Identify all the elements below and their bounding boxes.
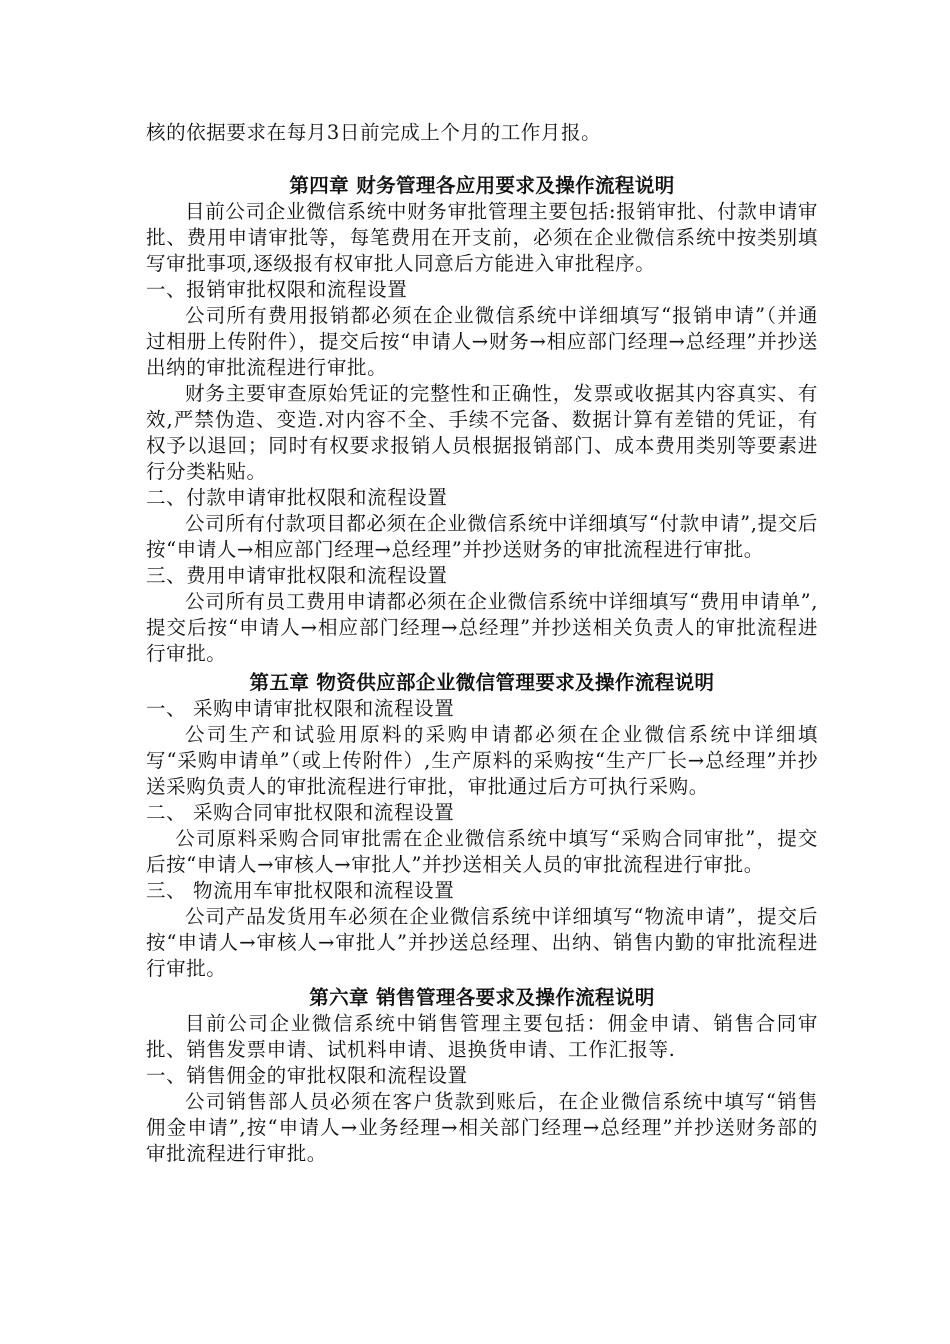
chapter-6-title: 第六章 销售管理各要求及操作流程说明: [309, 986, 655, 1009]
chapter-4-section-3-paragraph: 公司所有员工费用申请都必须在企业微信系统中详细填写“费用申请单”,提交后按“申请人→相应部门经理→总经理”并抄送相关负责人的审批流程进行审批。: [146, 590, 818, 665]
chapter-5-section-3-paragraph: 公司产品发货用车必须在企业微信系统中详细填写“物流申请”，提交后按“申请人→审核人→审批人”并抄送总经理、出纳、销售内勤的审批流程进行审批。: [146, 905, 818, 980]
chapter-6-section-1-heading: 一、销售佣金的审批权限和流程设置: [146, 1064, 468, 1087]
document-page: [146, 120, 818, 1167]
chapter-4-section-1-paragraph-2: 财务主要审查原始凭证的完整性和正确性，发票或收据其内容真实、有效,严禁伪造、变造.对内容不全、手续不完备、数据计算有差错的凭证，有权予以退回；同时有权要求报销人员根据报销部门、成本费用类别等要素进行分类粘贴。: [146, 382, 818, 483]
chapter-5-section-2-heading: 二、 采购合同审批权限和流程设置: [146, 801, 455, 824]
chapter-5-section-2-paragraph: 公司原料采购合同审批需在企业微信系统中填写“采购合同审批”，提交后按“申请人→审核人→审批人”并抄送相关人员的审批流程进行审批。: [146, 827, 818, 876]
chapter-6-section-1-paragraph: 公司销售部人员必须在客户货款到账后，在企业微信系统中填写“销售佣金申请”,按“申请人→业务经理→相关部门经理→总经理”并抄送财务部的审批流程进行审批。: [146, 1090, 818, 1165]
paragraph-intro-tail: 核的依据要求在每月3日前完成上个月的工作月报。: [146, 121, 602, 144]
chapter-6-paragraph: 目前公司企业微信系统中销售管理主要包括：佣金申请、销售合同审批、销售发票申请、试机料申请、退换货申请、工作汇报等.: [146, 1012, 818, 1061]
chapter-4-section-2-heading: 二、付款申请审批权限和流程设置: [146, 486, 448, 509]
chapter-4-section-1-paragraph-1: 公司所有费用报销都必须在企业微信系统中详细填写“报销申请”（并通过相册上传附件），提交后按“申请人→财务→相应部门经理→总经理”并抄送出纳的审批流程进行审批。: [146, 304, 818, 379]
chapter-4-section-2-paragraph: 公司所有付款项目都必须在企业微信系统中详细填写“付款申请”,提交后按“申请人→相应部门经理→总经理”并抄送财务的审批流程进行审批。: [146, 512, 818, 561]
chapter-4-paragraph: 目前公司企业微信系统中财务审批管理主要包括:报销审批、付款申请审批、费用申请审批等，每笔费用在开支前，必须在企业微信系统中按类别填写审批事项,逐级报有权审批人同意后方能进入审批程序。: [146, 200, 818, 275]
chapter-5-section-1-paragraph: 公司生产和试验用原料的采购申请都必须在企业微信系统中详细填写“采购申请单”（或上传附件）,生产原料的采购按“生产厂长→总经理”并抄送采购负责人的审批流程进行审批，审批通过后方可执行采购。: [146, 723, 818, 798]
chapter-5-title: 第五章 物资供应部企业微信管理要求及操作流程说明: [249, 671, 715, 694]
chapter-5-section-1-heading: 一、 采购申请审批权限和流程设置: [146, 697, 455, 720]
chapter-4-section-3-heading: 三、费用申请审批权限和流程设置: [146, 564, 448, 587]
chapter-5-section-3-heading: 三、 物流用车审批权限和流程设置: [146, 879, 455, 902]
chapter-4-title: 第四章 财务管理各应用要求及操作流程说明: [289, 174, 675, 197]
chapter-4-section-1-heading: 一、报销审批权限和流程设置: [146, 278, 408, 301]
